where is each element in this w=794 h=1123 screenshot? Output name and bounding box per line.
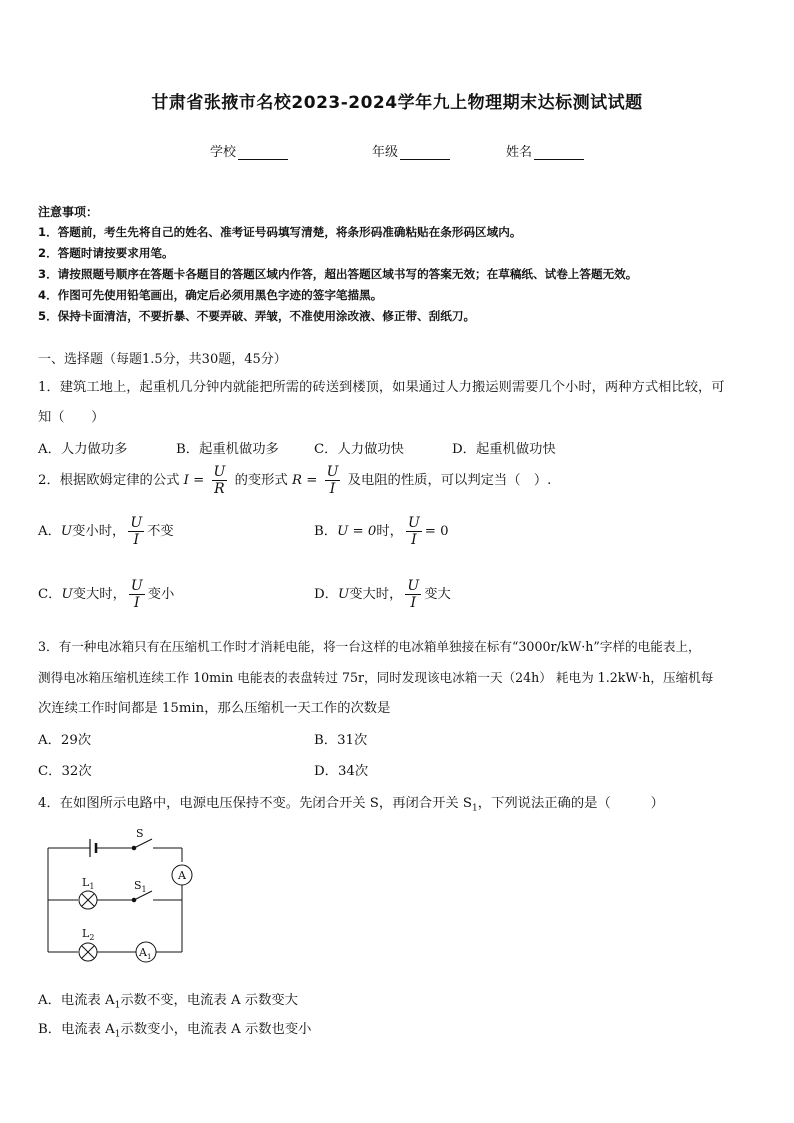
option-text: 示数变小，电流表 A 示数也变小 [120,1022,312,1037]
q4-option-b[interactable] [38,1018,311,1040]
fraction-numerator: U [407,515,420,531]
option-letter: C． [38,587,62,602]
fraction-numerator: U [130,515,143,531]
grade-blank[interactable] [400,146,450,160]
name-blank[interactable] [534,146,584,160]
option-text: 不变 [147,524,174,539]
note-item: 5．保持卡面清洁，不要折暴、不要弄破、弄皱，不准使用涂改液、修正带、刮纸刀。 [38,309,476,323]
q2-option-d[interactable] [314,578,451,611]
option-text: A．电流表 A [38,993,115,1008]
lamp-l2-label: $L_2$ [82,927,95,942]
q1-stem-line1: 1．建筑工地上，起重机几分钟内就能把所需的砖送到楼顶，如果通过人力搬运则需要几个小时，两种方式相比较，可 [38,380,725,395]
option-text: 变大时， [72,587,126,602]
q2-option-a[interactable] [38,515,174,548]
q2-option-c[interactable] [38,578,174,611]
fraction-denominator: I [134,595,140,611]
q3-option-b[interactable]: B．31次 [314,733,368,748]
name-label: 姓名 [506,145,533,160]
option-variable: U [61,587,73,602]
option-text: B．电流表 A [38,1022,115,1037]
q1-option-d[interactable]: D．起重机做功快 [452,442,556,457]
q2-stem-text: 2．根据欧姆定律的公式 [38,473,180,488]
fraction-numerator: U [326,464,339,480]
option-variable: U [337,587,350,602]
formula-fraction [212,464,228,497]
option-text: 变大 [424,587,451,602]
fraction-numerator: U [407,578,420,594]
q4-stem-text: ，下列说法正确的是（ ） [477,796,664,811]
circuit-diagram [40,822,200,972]
school-field[interactable] [210,141,288,160]
q3-option-d[interactable]: D．34次 [314,764,369,779]
q1-option-b[interactable]: B．起重机做功多 [176,442,279,457]
section-heading: 一、选择题（每题1.5分，共30题，45分） [38,352,287,367]
q1-option-a[interactable]: A．人力做功多 [38,442,128,457]
school-blank[interactable] [238,146,288,160]
fraction-denominator: I [411,532,417,548]
option-letter: A． [38,524,61,539]
q3-option-a[interactable]: A．29次 [38,733,92,748]
fraction-numerator: U [213,464,226,480]
note-item: 2．答题时请按要求用笔。 [38,246,174,260]
option-text: 示数不变，电流表 A 示数变大 [120,993,298,1008]
lamp-l1-label: $L_1$ [82,876,95,891]
note-item: 1．答题前，考生先将自己的姓名、准考证号码填写清楚，将条形码准确粘贴在条形码区域内。 [38,225,522,239]
q4-stem [38,792,664,814]
q3-stem-line3: 次连续工作时间都是 15min，那么压缩机一天工作的次数是 [38,701,391,716]
q3-stem-line2: 测得电冰箱压缩机连续工作 10min 电能表的表盘转过 75r，同时发现该电冰箱一天（24h） 耗电为 1.2kW·h，压缩机每 [38,670,714,685]
option-fraction [129,578,145,611]
note-item: 3．请按照题号顺序在答题卡各题目的答题区域内作答，超出答题区域书写的答案无效；在草稿纸、试卷上答题无效。 [38,267,638,281]
option-text: 变小时， [72,524,126,539]
ammeter-a1-label: $A_1$ [139,946,152,961]
formula-lhs: R = [292,473,318,488]
option-text: 变小 [147,587,175,602]
grade-field[interactable] [372,141,450,160]
q2-stem-text: 的变形式 [234,473,288,488]
option-fraction [406,515,422,548]
name-field[interactable] [506,141,584,160]
switch-s1-label: $S_1$ [134,879,147,894]
option-letter: B． [314,524,338,539]
grade-label: 年级 [372,145,399,160]
q4-stem-subscript: 1 [472,803,478,814]
option-variable: U [60,524,73,539]
ammeter-a-label: A [178,869,186,882]
q4-stem-text: 4．在如图所示电路中，电源电压保持不变。先闭合开关 S，再闭合开关 S [38,796,473,811]
fraction-numerator: U [130,578,143,594]
q4-option-a[interactable] [38,989,298,1011]
switch-s-blade [134,839,152,848]
notes-heading: 注意事项： [38,205,99,219]
fraction-denominator: I [329,481,336,497]
q2-option-b[interactable] [314,515,449,548]
q1-option-c[interactable]: C．人力做功快 [314,442,404,457]
fraction-denominator: R [214,481,225,497]
fraction-denominator: I [133,532,139,548]
school-label: 学校 [210,145,237,160]
q2-stem-text: 及电阻的性质，可以判定当（ ）. [347,473,552,488]
q3-option-c[interactable]: C．32次 [38,764,92,779]
q1-stem-line2: 知（ ） [38,410,105,425]
formula-fraction [325,464,341,497]
option-condition: U = 0 [337,524,377,539]
option-fraction [405,578,421,611]
note-item: 4．作图可先使用铅笔画出，确定后必须用黑色字迹的签字笔描黑。 [38,288,383,302]
switch-s-label: S [136,827,144,840]
option-subscript: 1 [114,1000,121,1011]
fraction-denominator: I [410,595,417,611]
formula-lhs: I = [183,473,205,488]
option-subscript: 1 [114,1029,121,1040]
option-letter: D． [314,587,338,602]
option-text: 变大时， [349,587,403,602]
page-title: 甘肃省张掖市名校2023-2024学年九上物理期末达标测试试题 [151,93,643,113]
option-fraction [128,515,144,548]
q2-stem [38,464,551,497]
option-text: = 0 [424,524,449,539]
q3-stem-line1: 3．有一种电冰箱只有在压缩机工作时才消耗电能，将一台这样的电冰箱单独接在标有“3000r/kW·h”字样的电能表上， [38,639,701,654]
option-text: 时， [376,524,403,539]
